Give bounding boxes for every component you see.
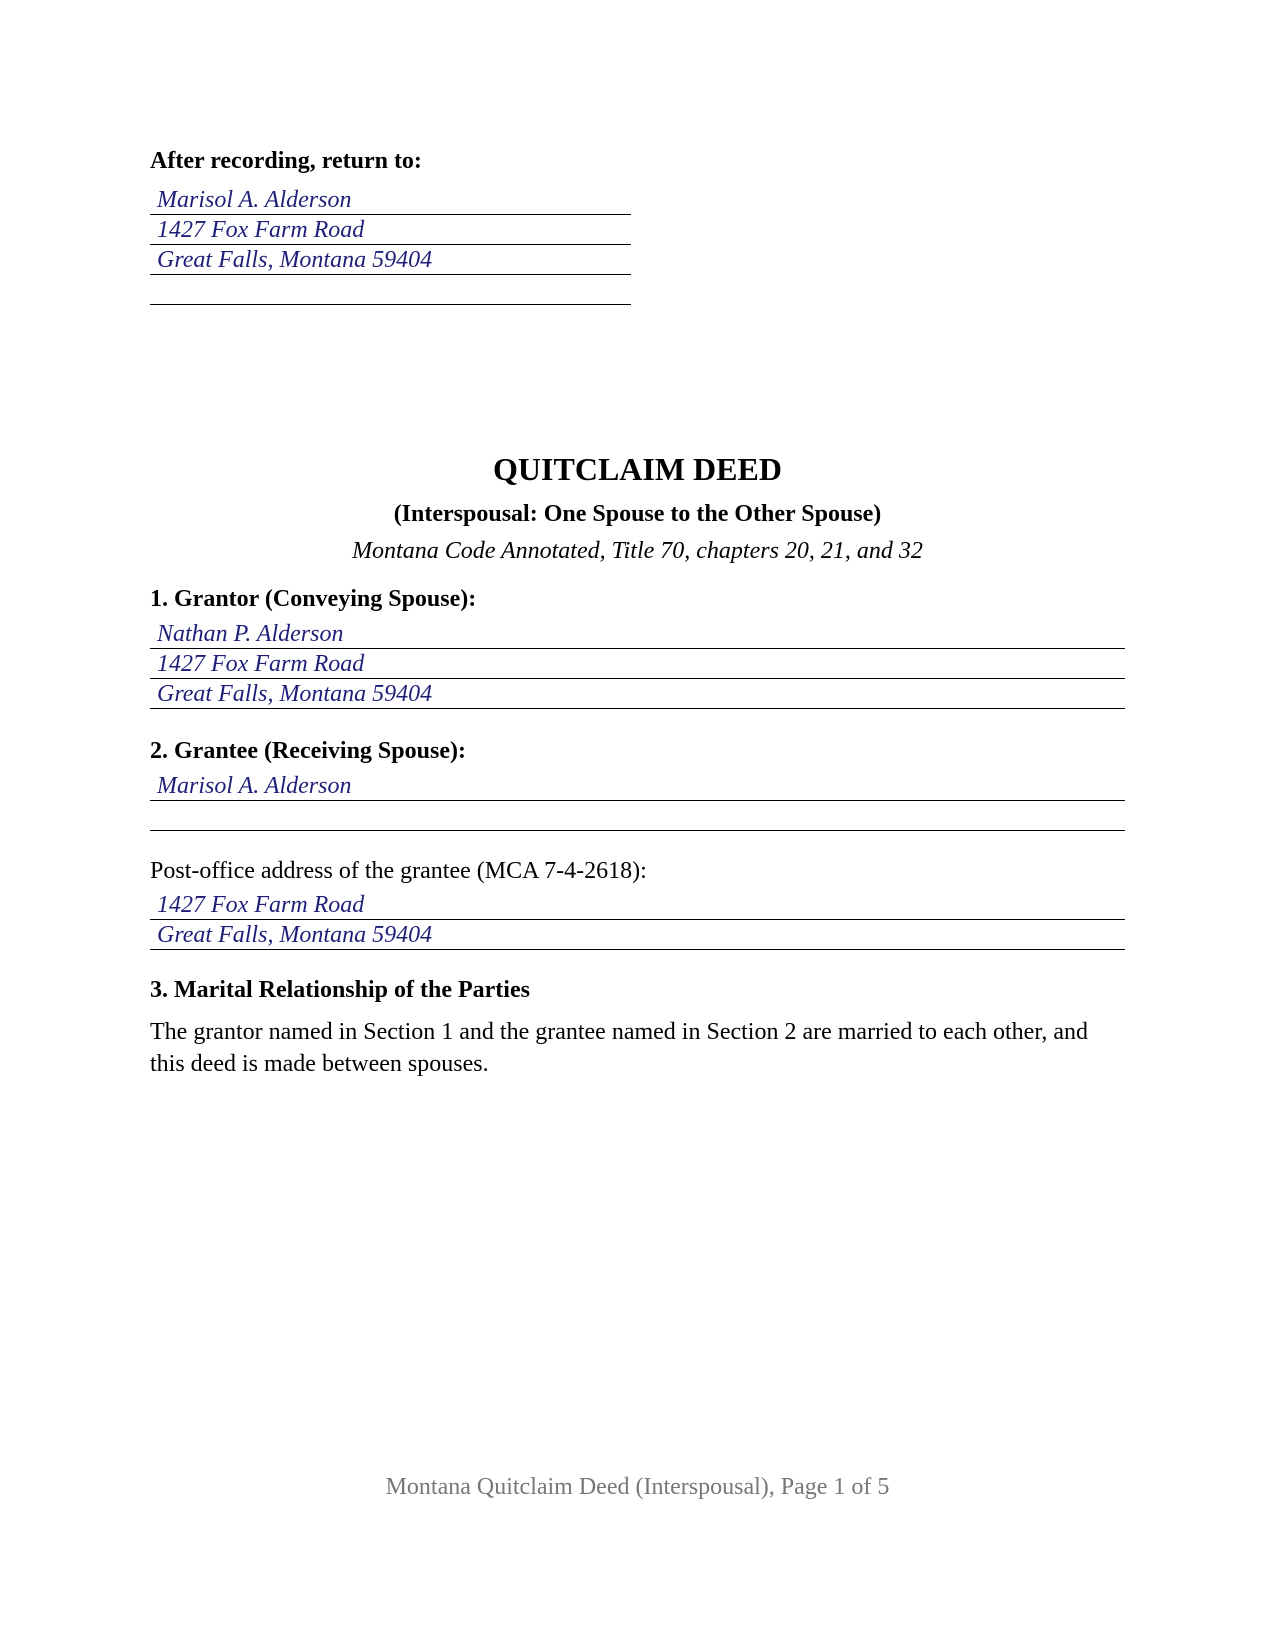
statute-citation: Montana Code Annotated, Title 70, chapters 20, 21, and 32: [352, 538, 923, 564]
return-to-city-field[interactable]: Great Falls, Montana 59404: [150, 245, 631, 275]
grantee-heading: 2. Grantee (Receiving Spouse):: [150, 738, 466, 764]
return-to-street-field[interactable]: 1427 Fox Farm Road: [150, 215, 631, 245]
return-to-label: After recording, return to:: [150, 148, 422, 174]
return-to-name-field[interactable]: Marisol A. Alderson: [150, 185, 631, 215]
grantor-street-field[interactable]: 1427 Fox Farm Road: [150, 649, 1125, 679]
marital-heading: 3. Marital Relationship of the Parties: [150, 977, 530, 1003]
document-page: [150, 0, 1125, 1650]
document-subtitle: (Interspousal: One Spouse to the Other Spouse): [393, 501, 882, 527]
grantee-street-field[interactable]: 1427 Fox Farm Road: [150, 890, 1125, 920]
grantee-extra-field[interactable]: [150, 801, 1125, 831]
grantor-block: [150, 619, 1125, 709]
grantor-heading: 1. Grantor (Conveying Spouse):: [150, 586, 477, 612]
grantee-address-block: [150, 890, 1125, 950]
page-footer: Montana Quitclaim Deed (Interspousal), Page 1 of 5: [385, 1474, 890, 1500]
grantee-name-field[interactable]: Marisol A. Alderson: [150, 771, 1125, 801]
return-to-address-block: [150, 185, 631, 305]
grantee-block: [150, 771, 1125, 831]
grantor-city-field[interactable]: Great Falls, Montana 59404: [150, 679, 1125, 709]
grantee-address-label: Post-office address of the grantee (MCA 7-4-2618):: [150, 858, 647, 884]
return-to-extra-field[interactable]: [150, 275, 631, 305]
grantee-city-field[interactable]: Great Falls, Montana 59404: [150, 920, 1125, 950]
marital-paragraph: The grantor named in Section 1 and the grantee named in Section 2 are married to each other, and this deed is made between spouses.: [150, 1019, 1089, 1077]
grantor-name-field[interactable]: Nathan P. Alderson: [150, 619, 1125, 649]
document-title: QUITCLAIM DEED: [493, 451, 782, 487]
